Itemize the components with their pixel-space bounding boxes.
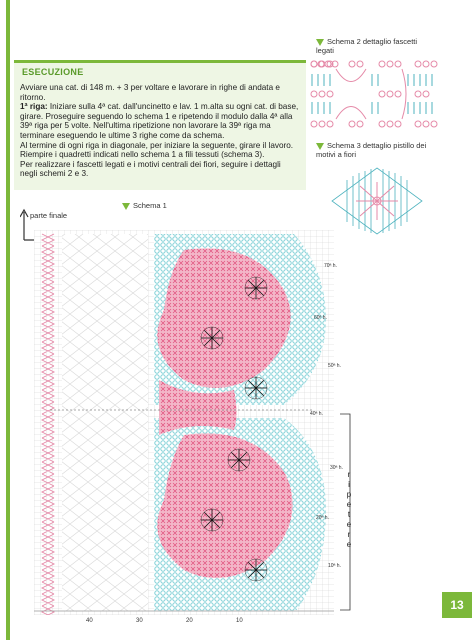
row-mark: 50ª h. [328, 363, 341, 369]
schema-1-chart [34, 230, 334, 615]
row-mark: 30ª h. [330, 465, 343, 471]
schema-2-label: Schema 2 dettaglio fascetti legati [316, 37, 418, 55]
instruction-paragraph-1: Avviare una cat. di 148 m. + 3 per voltare e lavorare in righe di andata e ritorno. [20, 83, 280, 102]
row-mark: 10ª h. [328, 563, 341, 569]
column-number: 30 [136, 618, 143, 624]
instructions-block [14, 60, 306, 190]
row-mark: 70ª h. [324, 263, 337, 269]
first-row-label: 1ª riga: [20, 102, 48, 112]
first-row-text: Iniziare sulla 4ª cat. dall'uncinetto e lav. 1 m.alta su ogni cat. di base, girare. Proseguire seguendo lo schema 1 e ripetendo il modulo dalla 4ª alla 39ª riga per 5 volte. Nell'ultima ripetizione non lavorare la 39ª riga ma terminare eseguendo le ultime 3 righe come da schema. [20, 102, 299, 140]
pointer-triangle-icon [316, 143, 324, 150]
ripetere-label: r i p e t e r e [346, 470, 352, 549]
pointer-triangle-icon [316, 39, 324, 46]
section-title: ESECUZIONE [22, 67, 84, 77]
column-number: 40 [86, 618, 93, 624]
column-number: 10 [236, 618, 243, 624]
row-mark: 60ª h. [314, 315, 327, 321]
schema-1-label: Schema 1 [122, 202, 167, 211]
pointer-triangle-icon [122, 203, 130, 210]
schema-3-diagram [322, 166, 432, 236]
left-accent-bar [6, 0, 10, 640]
column-number: 20 [186, 618, 193, 624]
row-mark: 20ª h. [316, 515, 329, 521]
instruction-paragraph-2 [20, 102, 300, 140]
instruction-paragraph-4: Per realizzare i fascetti legati e i motivi centrali dei fiori, seguire i dettagli negli schemi 2 e 3. [20, 159, 281, 179]
instruction-paragraph-3: Al termine di ogni riga in diagonale, per iniziare la seguente, girare il lavoro. Riempire i quadretti indicati nello schema 1 a fili tessuti (schema 3). [20, 140, 294, 160]
parte-finale-label: parte finale [30, 211, 68, 220]
row-mark: 40ª h. [310, 411, 323, 417]
schema-3-label: Schema 3 dettaglio pistillo dei motivi a fiori [316, 141, 427, 159]
page-number: 13 [442, 592, 472, 618]
schema-2-diagram [306, 54, 446, 134]
